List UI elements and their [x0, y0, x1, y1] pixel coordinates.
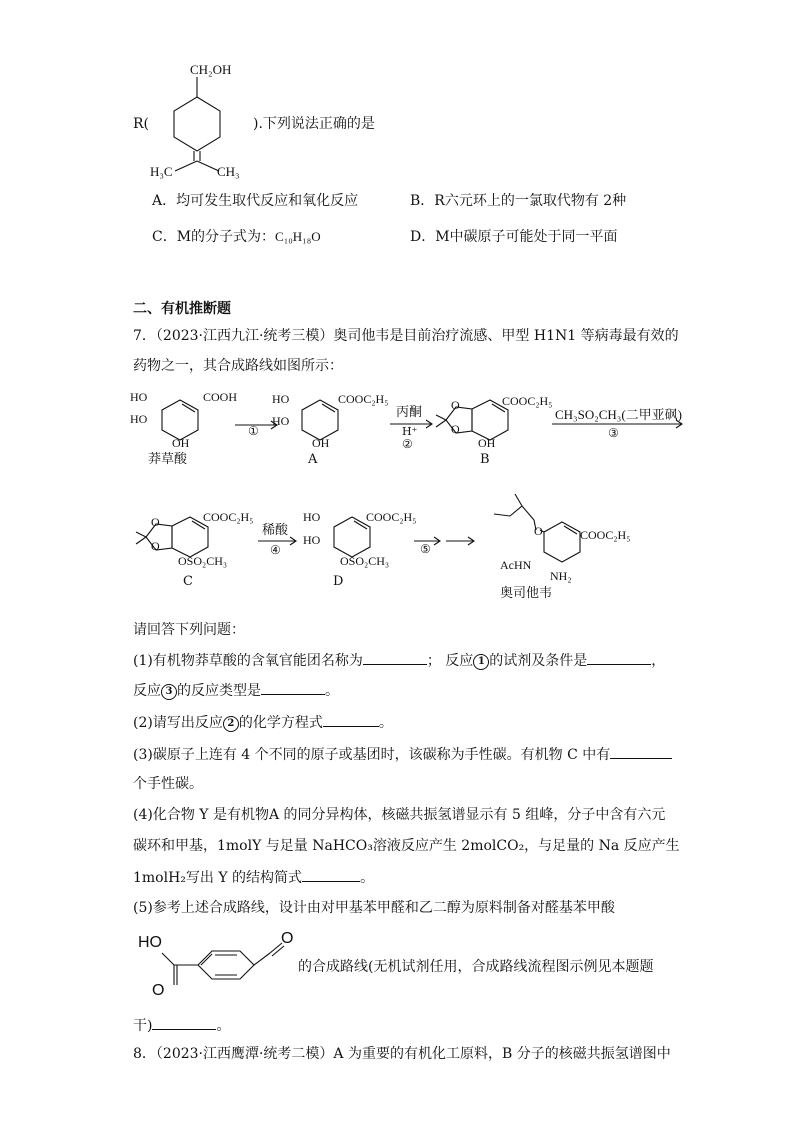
shik-cooh: COOH	[203, 390, 238, 404]
option-c-label: C．M的分子式为：	[152, 229, 276, 245]
option-a: A．均可发生取代反应和氧化反应	[152, 193, 359, 209]
q7-sub5-line1: (5)参考上述合成路线，设计由对甲基苯甲醛和乙二醇为原料制备对醛基苯甲酸	[133, 900, 615, 916]
q4-text-d: 。	[360, 870, 375, 886]
q7-sub1-line2	[133, 680, 339, 701]
circled-2-icon: 2	[223, 716, 239, 732]
osel-nh2: NH₂	[550, 569, 572, 583]
step2-condition: H⁺	[402, 425, 418, 438]
option-b: B．R六元环上的一氯取代物有 2种	[410, 193, 627, 209]
a-ho-top: HO	[272, 392, 290, 406]
option-d: D．M中碳原子可能处于同一平面	[410, 229, 618, 245]
q7-sub2	[133, 712, 393, 733]
q1-answer-blank-2[interactable]	[587, 650, 651, 665]
q7-sub1-line1	[133, 650, 665, 671]
q5-answer-blank[interactable]	[152, 1015, 216, 1030]
r-suffix: ).下列说法正确的是	[253, 116, 375, 132]
step4-label: ④	[270, 543, 281, 557]
osel-achn: AcHN	[500, 558, 532, 572]
compound-c-label: C	[183, 574, 193, 589]
a-ho-mid: HO	[272, 414, 290, 428]
q4-text-c: 1molH₂写出 Y 的结构简式	[133, 870, 303, 886]
q7-sub4-line1: (4)化合物 Y 是有机物A 的同分异构体，核磁共振氢谱显示有 5 组峰，分子中含有六元	[133, 807, 666, 823]
a-cooc2h5: COOC₂H₅	[338, 392, 389, 406]
q1-text-b: ； 反应	[426, 653, 474, 669]
q3-text-a: (3)碳原子上连有 4 个不同的原子或基团时，该碳称为手性碳。有机物 C 中有	[133, 747, 611, 763]
c-cooc2h5: COOC₂H₅	[203, 510, 254, 524]
b-o-bottom: O	[451, 422, 460, 436]
target-ho: HO	[138, 934, 162, 951]
d-ho-mid: HO	[303, 533, 321, 547]
shik-oh-bottom: OH	[172, 436, 190, 450]
q7-sub4-line2: 碳环和甲基，1molY 与足量 NaHCO₃溶液反应产生 2molCO₂，与足量的 Na 反应产生	[133, 838, 680, 854]
step3-reagent: CH₃SO₂CH₃(二甲亚砜)	[555, 407, 682, 422]
option-c	[152, 227, 321, 247]
q1-text-f: 的反应类型是	[177, 683, 261, 699]
q7-prompt: 请回答下列问题：	[133, 622, 245, 638]
q1-text-c: 的试剂及条件是	[489, 653, 588, 669]
q7-sub5-line2: 的合成路线(无机试剂任用，合成路线流程图示例见本题题	[298, 959, 654, 975]
q4-answer-blank[interactable]	[302, 867, 360, 882]
q5-text-d: 。	[216, 1018, 231, 1034]
shik-ho-top: HO	[130, 390, 148, 404]
q3-answer-blank[interactable]	[610, 744, 672, 759]
target-o-carbonyl: O	[152, 982, 165, 999]
compound-b-label: B	[480, 452, 490, 467]
shik-ho-mid: HO	[130, 412, 148, 426]
q1-text-g: 。	[325, 683, 339, 699]
step5-label: ⑤	[420, 542, 431, 556]
option-c-formula: C₁₀H₁₈O	[275, 229, 321, 244]
d-cooc2h5: COOC₂H₅	[366, 510, 417, 524]
b-o-top: O	[451, 398, 460, 412]
q1-text-d: ，	[651, 653, 666, 669]
c-oso2ch3: OSO₂CH₃	[178, 554, 228, 568]
oseltamivir-name: 奥司他韦	[500, 586, 553, 601]
c-o-bottom: O	[151, 539, 160, 553]
circled-3-icon: 3	[161, 684, 177, 700]
q1-text-a: (1)有机物莽草酸的含氧官能团名称为	[133, 653, 363, 669]
osel-cooc2h5: COOC₂H₅	[580, 528, 631, 542]
r-methyl-left: H₃C	[150, 164, 173, 179]
compound-d-label: D	[333, 574, 344, 589]
q2-text-a: (2)请写出反应	[133, 715, 223, 731]
q2-text-b: 的化学方程式	[238, 715, 323, 731]
step1-label: ①	[248, 424, 259, 438]
q7-sub3-line1	[133, 744, 672, 765]
d-ho-top: HO	[303, 510, 321, 524]
r-prefix: R(	[133, 116, 150, 132]
r-ch2oh-label: CH₂OH	[190, 62, 232, 77]
target-o-aldehyde: O	[281, 930, 294, 947]
q1-answer-blank-3[interactable]	[261, 680, 325, 695]
q7-sub3-line2: 个手性碳。	[133, 776, 203, 792]
section-title: 二、有机推断题	[133, 301, 231, 317]
q7-intro-line1: 7．（2023·江西九江·统考三模）奥司他韦是目前治疗流感、甲型 H1N1 等病毒最有效的	[133, 328, 679, 344]
step3-label: ③	[608, 426, 619, 440]
q2-answer-blank[interactable]	[323, 712, 379, 727]
a-oh-bottom: OH	[312, 436, 330, 450]
circled-1-icon: 1	[473, 654, 489, 670]
q1-text-e: 反应	[133, 683, 161, 699]
d-oso2ch3: OSO₂CH₃	[340, 554, 390, 568]
shikimic-acid-name: 莽草酸	[148, 452, 188, 467]
step2-label: ②	[402, 437, 413, 451]
q8-intro: 8．（2023·江西鹰潭·统考二模）A 为重要的有机化工原料，B 分子的核磁共振氢谱图中	[133, 1046, 671, 1062]
q2-text-c: 。	[378, 715, 393, 731]
osel-o: O	[534, 524, 543, 538]
compound-a-label: A	[308, 452, 318, 467]
q7-sub5-line3	[133, 1015, 230, 1036]
step2-reagent: 丙酮	[396, 405, 423, 420]
r-methyl-right: CH₃	[217, 164, 240, 179]
c-o-top: O	[151, 515, 160, 529]
b-oh: OH	[478, 436, 496, 450]
b-cooc2h5: COOC₂H₅	[502, 394, 553, 408]
q7-sub4-line3	[133, 867, 374, 888]
q7-intro-line2: 药物之一，其合成路线如图所示：	[133, 358, 343, 374]
q5-text-c: 干)	[133, 1018, 153, 1034]
q1-answer-blank-1[interactable]	[363, 650, 427, 665]
step4-reagent: 稀酸	[262, 523, 289, 538]
